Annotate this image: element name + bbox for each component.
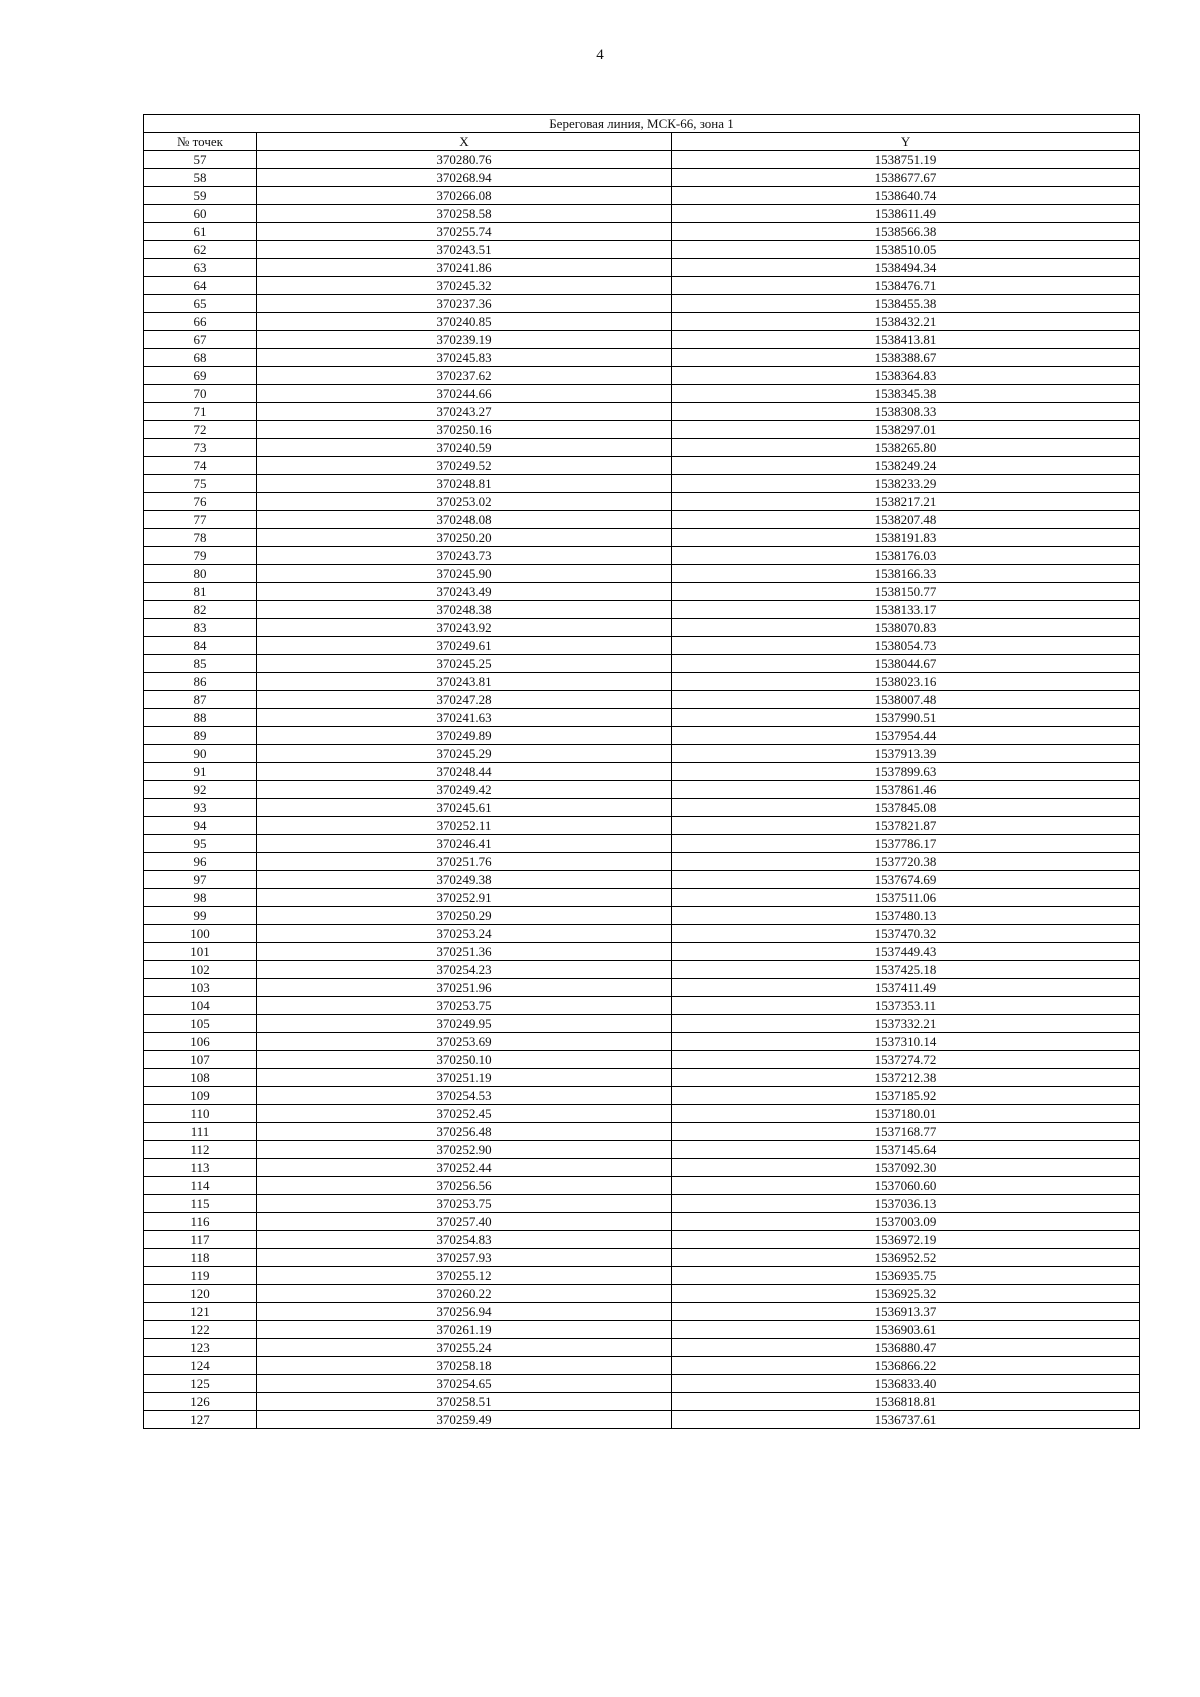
x-cell: 370249.42 bbox=[257, 781, 672, 799]
y-cell: 1537674.69 bbox=[672, 871, 1140, 889]
table-row bbox=[144, 907, 1140, 925]
y-cell: 1538388.67 bbox=[672, 349, 1140, 367]
point-number-cell: 90 bbox=[144, 745, 257, 763]
y-cell: 1537899.63 bbox=[672, 763, 1140, 781]
y-cell: 1537990.51 bbox=[672, 709, 1140, 727]
x-cell: 370251.96 bbox=[257, 979, 672, 997]
x-cell: 370248.08 bbox=[257, 511, 672, 529]
y-cell: 1538070.83 bbox=[672, 619, 1140, 637]
y-cell: 1537168.77 bbox=[672, 1123, 1140, 1141]
x-cell: 370257.93 bbox=[257, 1249, 672, 1267]
y-cell: 1537861.46 bbox=[672, 781, 1140, 799]
point-number-cell: 103 bbox=[144, 979, 257, 997]
x-cell: 370244.66 bbox=[257, 385, 672, 403]
point-number-cell: 82 bbox=[144, 601, 257, 619]
y-cell: 1537180.01 bbox=[672, 1105, 1140, 1123]
point-number-cell: 104 bbox=[144, 997, 257, 1015]
table-row bbox=[144, 1195, 1140, 1213]
y-cell: 1537060.60 bbox=[672, 1177, 1140, 1195]
y-cell: 1536880.47 bbox=[672, 1339, 1140, 1357]
table-row bbox=[144, 349, 1140, 367]
table-row bbox=[144, 1339, 1140, 1357]
y-cell: 1537511.06 bbox=[672, 889, 1140, 907]
y-cell: 1536866.22 bbox=[672, 1357, 1140, 1375]
table-row bbox=[144, 223, 1140, 241]
x-cell: 370240.85 bbox=[257, 313, 672, 331]
point-number-cell: 64 bbox=[144, 277, 257, 295]
point-number-cell: 111 bbox=[144, 1123, 257, 1141]
x-cell: 370243.27 bbox=[257, 403, 672, 421]
table-header-row bbox=[144, 133, 1140, 151]
point-number-cell: 84 bbox=[144, 637, 257, 655]
y-cell: 1536952.52 bbox=[672, 1249, 1140, 1267]
x-cell: 370253.75 bbox=[257, 997, 672, 1015]
point-number-cell: 113 bbox=[144, 1159, 257, 1177]
x-cell: 370251.76 bbox=[257, 853, 672, 871]
table-row bbox=[144, 1285, 1140, 1303]
table-row bbox=[144, 1123, 1140, 1141]
point-number-cell: 92 bbox=[144, 781, 257, 799]
y-cell: 1538044.67 bbox=[672, 655, 1140, 673]
table-row bbox=[144, 835, 1140, 853]
x-cell: 370253.69 bbox=[257, 1033, 672, 1051]
table-row bbox=[144, 385, 1140, 403]
point-number-cell: 115 bbox=[144, 1195, 257, 1213]
table-row bbox=[144, 205, 1140, 223]
x-cell: 370252.45 bbox=[257, 1105, 672, 1123]
table-row bbox=[144, 367, 1140, 385]
y-cell: 1537480.13 bbox=[672, 907, 1140, 925]
table-row bbox=[144, 295, 1140, 313]
table-row bbox=[144, 691, 1140, 709]
table-row bbox=[144, 1087, 1140, 1105]
point-number-cell: 61 bbox=[144, 223, 257, 241]
table-row bbox=[144, 997, 1140, 1015]
point-number-cell: 93 bbox=[144, 799, 257, 817]
x-cell: 370256.48 bbox=[257, 1123, 672, 1141]
x-cell: 370248.44 bbox=[257, 763, 672, 781]
x-cell: 370255.74 bbox=[257, 223, 672, 241]
table-row bbox=[144, 1105, 1140, 1123]
point-number-cell: 74 bbox=[144, 457, 257, 475]
y-cell: 1538166.33 bbox=[672, 565, 1140, 583]
table-row bbox=[144, 1375, 1140, 1393]
table-row bbox=[144, 781, 1140, 799]
point-number-cell: 99 bbox=[144, 907, 257, 925]
table-row bbox=[144, 799, 1140, 817]
point-number-cell: 110 bbox=[144, 1105, 257, 1123]
x-cell: 370254.65 bbox=[257, 1375, 672, 1393]
point-number-cell: 120 bbox=[144, 1285, 257, 1303]
table-row bbox=[144, 457, 1140, 475]
table-row bbox=[144, 1159, 1140, 1177]
coordinates-table-body bbox=[144, 115, 1140, 1429]
point-number-cell: 57 bbox=[144, 151, 257, 169]
y-cell: 1538476.71 bbox=[672, 277, 1140, 295]
x-cell: 370257.40 bbox=[257, 1213, 672, 1231]
x-cell: 370258.58 bbox=[257, 205, 672, 223]
y-cell: 1538191.83 bbox=[672, 529, 1140, 547]
x-cell: 370254.53 bbox=[257, 1087, 672, 1105]
x-cell: 370252.90 bbox=[257, 1141, 672, 1159]
table-row bbox=[144, 187, 1140, 205]
y-cell: 1538566.38 bbox=[672, 223, 1140, 241]
point-number-cell: 118 bbox=[144, 1249, 257, 1267]
y-cell: 1538133.17 bbox=[672, 601, 1140, 619]
header-point-number: № точек bbox=[144, 133, 257, 151]
table-row bbox=[144, 439, 1140, 457]
y-cell: 1537212.38 bbox=[672, 1069, 1140, 1087]
x-cell: 370240.59 bbox=[257, 439, 672, 457]
table-row bbox=[144, 889, 1140, 907]
table-row bbox=[144, 655, 1140, 673]
y-cell: 1538308.33 bbox=[672, 403, 1140, 421]
y-cell: 1537274.72 bbox=[672, 1051, 1140, 1069]
point-number-cell: 94 bbox=[144, 817, 257, 835]
point-number-cell: 112 bbox=[144, 1141, 257, 1159]
y-cell: 1538494.34 bbox=[672, 259, 1140, 277]
table-row bbox=[144, 817, 1140, 835]
y-cell: 1538207.48 bbox=[672, 511, 1140, 529]
table-row bbox=[144, 853, 1140, 871]
x-cell: 370248.81 bbox=[257, 475, 672, 493]
y-cell: 1537954.44 bbox=[672, 727, 1140, 745]
x-cell: 370241.86 bbox=[257, 259, 672, 277]
x-cell: 370250.16 bbox=[257, 421, 672, 439]
y-cell: 1537720.38 bbox=[672, 853, 1140, 871]
table-row bbox=[144, 493, 1140, 511]
y-cell: 1538297.01 bbox=[672, 421, 1140, 439]
table-row bbox=[144, 619, 1140, 637]
table-row bbox=[144, 925, 1140, 943]
table-row bbox=[144, 709, 1140, 727]
table-row bbox=[144, 529, 1140, 547]
point-number-cell: 59 bbox=[144, 187, 257, 205]
x-cell: 370266.08 bbox=[257, 187, 672, 205]
y-cell: 1537092.30 bbox=[672, 1159, 1140, 1177]
point-number-cell: 62 bbox=[144, 241, 257, 259]
table-row bbox=[144, 745, 1140, 763]
x-cell: 370248.38 bbox=[257, 601, 672, 619]
table-row bbox=[144, 1303, 1140, 1321]
point-number-cell: 127 bbox=[144, 1411, 257, 1429]
x-cell: 370237.62 bbox=[257, 367, 672, 385]
y-cell: 1538023.16 bbox=[672, 673, 1140, 691]
x-cell: 370243.92 bbox=[257, 619, 672, 637]
table-row bbox=[144, 601, 1140, 619]
table-row bbox=[144, 1321, 1140, 1339]
coordinates-table bbox=[143, 114, 1140, 1429]
point-number-cell: 85 bbox=[144, 655, 257, 673]
x-cell: 370251.19 bbox=[257, 1069, 672, 1087]
table-row bbox=[144, 1141, 1140, 1159]
point-number-cell: 126 bbox=[144, 1393, 257, 1411]
header-y: Y bbox=[672, 133, 1140, 151]
y-cell: 1537425.18 bbox=[672, 961, 1140, 979]
point-number-cell: 91 bbox=[144, 763, 257, 781]
point-number-cell: 68 bbox=[144, 349, 257, 367]
point-number-cell: 86 bbox=[144, 673, 257, 691]
point-number-cell: 97 bbox=[144, 871, 257, 889]
y-cell: 1537786.17 bbox=[672, 835, 1140, 853]
point-number-cell: 66 bbox=[144, 313, 257, 331]
table-row bbox=[144, 1267, 1140, 1285]
y-cell: 1537913.39 bbox=[672, 745, 1140, 763]
point-number-cell: 117 bbox=[144, 1231, 257, 1249]
point-number-cell: 101 bbox=[144, 943, 257, 961]
point-number-cell: 123 bbox=[144, 1339, 257, 1357]
y-cell: 1538249.24 bbox=[672, 457, 1140, 475]
x-cell: 370259.49 bbox=[257, 1411, 672, 1429]
y-cell: 1538413.81 bbox=[672, 331, 1140, 349]
y-cell: 1538007.48 bbox=[672, 691, 1140, 709]
y-cell: 1538176.03 bbox=[672, 547, 1140, 565]
y-cell: 1537003.09 bbox=[672, 1213, 1140, 1231]
point-number-cell: 88 bbox=[144, 709, 257, 727]
table-row bbox=[144, 151, 1140, 169]
point-number-cell: 122 bbox=[144, 1321, 257, 1339]
x-cell: 370239.19 bbox=[257, 331, 672, 349]
table-row bbox=[144, 979, 1140, 997]
point-number-cell: 116 bbox=[144, 1213, 257, 1231]
table-row bbox=[144, 277, 1140, 295]
y-cell: 1538364.83 bbox=[672, 367, 1140, 385]
x-cell: 370249.95 bbox=[257, 1015, 672, 1033]
table-row bbox=[144, 403, 1140, 421]
point-number-cell: 83 bbox=[144, 619, 257, 637]
page-number: 4 bbox=[596, 47, 604, 63]
y-cell: 1537821.87 bbox=[672, 817, 1140, 835]
table-row bbox=[144, 1357, 1140, 1375]
x-cell: 370237.36 bbox=[257, 295, 672, 313]
point-number-cell: 60 bbox=[144, 205, 257, 223]
point-number-cell: 70 bbox=[144, 385, 257, 403]
point-number-cell: 105 bbox=[144, 1015, 257, 1033]
point-number-cell: 87 bbox=[144, 691, 257, 709]
point-number-cell: 107 bbox=[144, 1051, 257, 1069]
point-number-cell: 76 bbox=[144, 493, 257, 511]
y-cell: 1537310.14 bbox=[672, 1033, 1140, 1051]
y-cell: 1538265.80 bbox=[672, 439, 1140, 457]
y-cell: 1537332.21 bbox=[672, 1015, 1140, 1033]
y-cell: 1537411.49 bbox=[672, 979, 1140, 997]
y-cell: 1536913.37 bbox=[672, 1303, 1140, 1321]
table-row bbox=[144, 259, 1140, 277]
point-number-cell: 100 bbox=[144, 925, 257, 943]
x-cell: 370245.83 bbox=[257, 349, 672, 367]
table-row bbox=[144, 1051, 1140, 1069]
point-number-cell: 102 bbox=[144, 961, 257, 979]
y-cell: 1536903.61 bbox=[672, 1321, 1140, 1339]
table-row bbox=[144, 727, 1140, 745]
y-cell: 1536935.75 bbox=[672, 1267, 1140, 1285]
point-number-cell: 65 bbox=[144, 295, 257, 313]
y-cell: 1536925.32 bbox=[672, 1285, 1140, 1303]
point-number-cell: 79 bbox=[144, 547, 257, 565]
y-cell: 1537449.43 bbox=[672, 943, 1140, 961]
point-number-cell: 95 bbox=[144, 835, 257, 853]
table-row bbox=[144, 241, 1140, 259]
point-number-cell: 109 bbox=[144, 1087, 257, 1105]
x-cell: 370252.11 bbox=[257, 817, 672, 835]
x-cell: 370245.25 bbox=[257, 655, 672, 673]
x-cell: 370252.44 bbox=[257, 1159, 672, 1177]
y-cell: 1538751.19 bbox=[672, 151, 1140, 169]
x-cell: 370249.61 bbox=[257, 637, 672, 655]
y-cell: 1537470.32 bbox=[672, 925, 1140, 943]
x-cell: 370243.49 bbox=[257, 583, 672, 601]
point-number-cell: 75 bbox=[144, 475, 257, 493]
header-x: X bbox=[257, 133, 672, 151]
y-cell: 1538510.05 bbox=[672, 241, 1140, 259]
x-cell: 370243.73 bbox=[257, 547, 672, 565]
x-cell: 370254.83 bbox=[257, 1231, 672, 1249]
table-row bbox=[144, 1177, 1140, 1195]
point-number-cell: 71 bbox=[144, 403, 257, 421]
point-number-cell: 78 bbox=[144, 529, 257, 547]
y-cell: 1538233.29 bbox=[672, 475, 1140, 493]
point-number-cell: 63 bbox=[144, 259, 257, 277]
x-cell: 370249.89 bbox=[257, 727, 672, 745]
x-cell: 370249.38 bbox=[257, 871, 672, 889]
point-number-cell: 108 bbox=[144, 1069, 257, 1087]
table-row bbox=[144, 313, 1140, 331]
x-cell: 370245.32 bbox=[257, 277, 672, 295]
y-cell: 1538611.49 bbox=[672, 205, 1140, 223]
x-cell: 370280.76 bbox=[257, 151, 672, 169]
table-row bbox=[144, 1069, 1140, 1087]
table-title-row bbox=[144, 115, 1140, 133]
x-cell: 370256.56 bbox=[257, 1177, 672, 1195]
y-cell: 1537845.08 bbox=[672, 799, 1140, 817]
y-cell: 1537145.64 bbox=[672, 1141, 1140, 1159]
point-number-cell: 96 bbox=[144, 853, 257, 871]
y-cell: 1536737.61 bbox=[672, 1411, 1140, 1429]
table-row bbox=[144, 1015, 1140, 1033]
x-cell: 370255.24 bbox=[257, 1339, 672, 1357]
y-cell: 1538150.77 bbox=[672, 583, 1140, 601]
x-cell: 370256.94 bbox=[257, 1303, 672, 1321]
point-number-cell: 69 bbox=[144, 367, 257, 385]
table-title: Береговая линия, МСК-66, зона 1 bbox=[144, 115, 1140, 133]
y-cell: 1538054.73 bbox=[672, 637, 1140, 655]
point-number-cell: 114 bbox=[144, 1177, 257, 1195]
y-cell: 1538640.74 bbox=[672, 187, 1140, 205]
point-number-cell: 125 bbox=[144, 1375, 257, 1393]
point-number-cell: 124 bbox=[144, 1357, 257, 1375]
x-cell: 370251.36 bbox=[257, 943, 672, 961]
y-cell: 1536818.81 bbox=[672, 1393, 1140, 1411]
x-cell: 370245.29 bbox=[257, 745, 672, 763]
y-cell: 1537353.11 bbox=[672, 997, 1140, 1015]
x-cell: 370250.29 bbox=[257, 907, 672, 925]
table-row bbox=[144, 673, 1140, 691]
table-row bbox=[144, 1213, 1140, 1231]
table-row bbox=[144, 1231, 1140, 1249]
y-cell: 1538455.38 bbox=[672, 295, 1140, 313]
x-cell: 370241.63 bbox=[257, 709, 672, 727]
table-row bbox=[144, 475, 1140, 493]
point-number-cell: 81 bbox=[144, 583, 257, 601]
table-row bbox=[144, 1393, 1140, 1411]
x-cell: 370245.90 bbox=[257, 565, 672, 583]
table-row bbox=[144, 961, 1140, 979]
table-row bbox=[144, 763, 1140, 781]
y-cell: 1538345.38 bbox=[672, 385, 1140, 403]
y-cell: 1537036.13 bbox=[672, 1195, 1140, 1213]
point-number-cell: 58 bbox=[144, 169, 257, 187]
point-number-cell: 98 bbox=[144, 889, 257, 907]
point-number-cell: 106 bbox=[144, 1033, 257, 1051]
y-cell: 1536833.40 bbox=[672, 1375, 1140, 1393]
x-cell: 370243.51 bbox=[257, 241, 672, 259]
point-number-cell: 72 bbox=[144, 421, 257, 439]
x-cell: 370258.18 bbox=[257, 1357, 672, 1375]
table-row bbox=[144, 1411, 1140, 1429]
y-cell: 1538432.21 bbox=[672, 313, 1140, 331]
x-cell: 370250.20 bbox=[257, 529, 672, 547]
table-row bbox=[144, 1249, 1140, 1267]
point-number-cell: 121 bbox=[144, 1303, 257, 1321]
x-cell: 370247.28 bbox=[257, 691, 672, 709]
x-cell: 370253.02 bbox=[257, 493, 672, 511]
x-cell: 370246.41 bbox=[257, 835, 672, 853]
x-cell: 370253.75 bbox=[257, 1195, 672, 1213]
table-row bbox=[144, 637, 1140, 655]
y-cell: 1537185.92 bbox=[672, 1087, 1140, 1105]
x-cell: 370253.24 bbox=[257, 925, 672, 943]
table-row bbox=[144, 1033, 1140, 1051]
point-number-cell: 73 bbox=[144, 439, 257, 457]
y-cell: 1538217.21 bbox=[672, 493, 1140, 511]
x-cell: 370255.12 bbox=[257, 1267, 672, 1285]
x-cell: 370254.23 bbox=[257, 961, 672, 979]
table-row bbox=[144, 169, 1140, 187]
table-row bbox=[144, 547, 1140, 565]
x-cell: 370249.52 bbox=[257, 457, 672, 475]
table-row bbox=[144, 511, 1140, 529]
table-row bbox=[144, 871, 1140, 889]
point-number-cell: 89 bbox=[144, 727, 257, 745]
point-number-cell: 67 bbox=[144, 331, 257, 349]
x-cell: 370261.19 bbox=[257, 1321, 672, 1339]
y-cell: 1538677.67 bbox=[672, 169, 1140, 187]
x-cell: 370252.91 bbox=[257, 889, 672, 907]
x-cell: 370258.51 bbox=[257, 1393, 672, 1411]
table-row bbox=[144, 583, 1140, 601]
table-row bbox=[144, 331, 1140, 349]
x-cell: 370250.10 bbox=[257, 1051, 672, 1069]
table-row bbox=[144, 943, 1140, 961]
table-row bbox=[144, 421, 1140, 439]
x-cell: 370268.94 bbox=[257, 169, 672, 187]
x-cell: 370260.22 bbox=[257, 1285, 672, 1303]
point-number-cell: 77 bbox=[144, 511, 257, 529]
point-number-cell: 80 bbox=[144, 565, 257, 583]
point-number-cell: 119 bbox=[144, 1267, 257, 1285]
x-cell: 370245.61 bbox=[257, 799, 672, 817]
x-cell: 370243.81 bbox=[257, 673, 672, 691]
y-cell: 1536972.19 bbox=[672, 1231, 1140, 1249]
table-row bbox=[144, 565, 1140, 583]
